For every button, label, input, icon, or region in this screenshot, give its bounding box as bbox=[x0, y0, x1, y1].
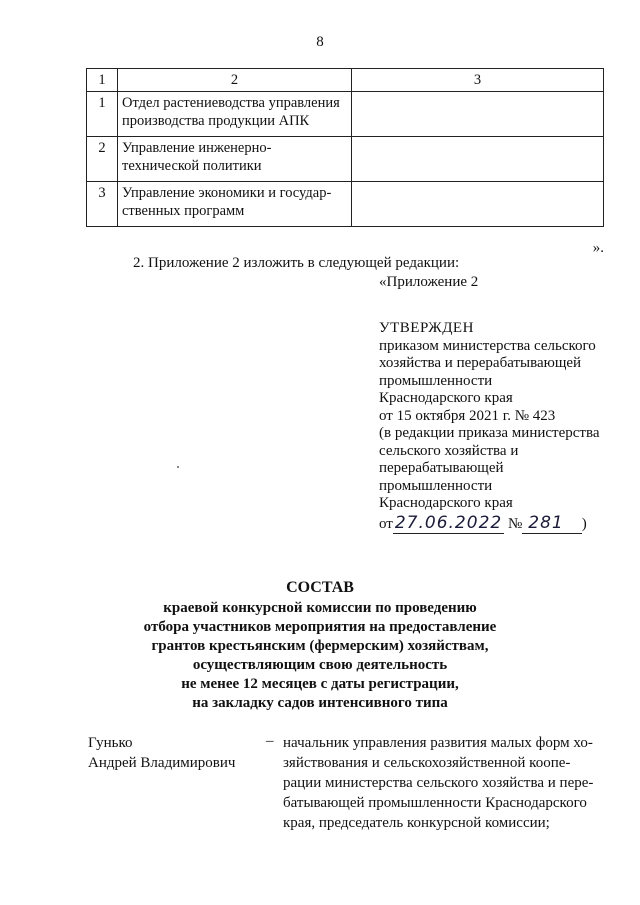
table-header-cell: 1 bbox=[87, 69, 118, 92]
table-cell-empty bbox=[352, 137, 604, 182]
number-field bbox=[522, 513, 581, 534]
row-number: 3 bbox=[87, 182, 118, 227]
member-dash: – bbox=[266, 733, 274, 749]
appendix-label: «Приложение 2 bbox=[379, 274, 479, 290]
title-heading: СОСТАВ bbox=[286, 579, 354, 596]
approval-block bbox=[379, 320, 629, 513]
page-number: 8 bbox=[316, 34, 324, 50]
title-line: краевой конкурсной комиссии по проведению bbox=[163, 600, 477, 616]
table-header-cell: 3 bbox=[352, 69, 604, 92]
departments-table bbox=[86, 68, 604, 227]
table-header-row bbox=[87, 69, 604, 92]
table-cell-empty bbox=[352, 182, 604, 227]
approval-line: сельского хозяйства и bbox=[379, 442, 519, 459]
table-row bbox=[87, 92, 604, 137]
department-name: Отдел растениеводства управления производства продукции АПК bbox=[118, 92, 352, 137]
title-line: не менее 12 месяцев с даты регистрации, bbox=[181, 676, 459, 692]
department-name: Управление инженерно- технической политики bbox=[118, 137, 352, 182]
table-cell-empty bbox=[352, 92, 604, 137]
table-row bbox=[87, 182, 604, 227]
approval-line: перерабатывающей bbox=[379, 460, 504, 476]
approval-line: промышленности bbox=[379, 477, 493, 494]
scan-speck bbox=[177, 466, 179, 468]
title-line: отбора участников мероприятия на предоставление bbox=[143, 619, 497, 635]
row-number: 2 bbox=[87, 137, 118, 182]
paragraph-2: 2. Приложение 2 изложить в следующей редакции: bbox=[133, 255, 460, 271]
approval-line: Краснодарского края bbox=[379, 390, 513, 406]
approval-line: Краснодарского края bbox=[379, 495, 513, 511]
table-header-cell: 2 bbox=[118, 69, 352, 92]
number-label: № bbox=[507, 516, 523, 532]
title-line: грантов крестьянским (фермерским) хозяйствам, bbox=[151, 638, 489, 654]
handwritten-date: 27.06.2022 bbox=[394, 513, 503, 533]
order-date-line bbox=[379, 513, 587, 534]
member-surname: Гунько bbox=[88, 735, 133, 751]
approved-heading: УТВЕРЖДЕН bbox=[379, 320, 474, 336]
approval-line: приказом министерства сельского bbox=[379, 337, 596, 354]
department-name: Управление экономики и государ- ственных программ bbox=[118, 182, 352, 227]
ot-label: от bbox=[379, 516, 393, 532]
member-given-name: Андрей Владимирович bbox=[88, 755, 236, 771]
handwritten-number: 281 bbox=[528, 513, 564, 533]
member-name bbox=[88, 733, 235, 773]
closing-quote: ». bbox=[592, 240, 604, 256]
document-title bbox=[0, 578, 640, 713]
member-position: начальник управления развития малых форм хо- зяйствования и сельскохозяйственной коопе- рации министерства сельского хозяйства и пере- батывающей промышленности Краснодарского края, председатель конкурсной комиссии; bbox=[283, 735, 594, 831]
row-number: 1 bbox=[87, 92, 118, 137]
approval-line: хозяйства и перерабатывающей bbox=[379, 355, 582, 371]
approval-line: (в редакции приказа министерства bbox=[379, 425, 600, 441]
title-line: осуществляющим свою деятельность bbox=[192, 657, 448, 673]
close-paren: ) bbox=[581, 516, 587, 532]
table-row bbox=[87, 137, 604, 182]
approval-line: от 15 октября 2021 г. № 423 bbox=[379, 407, 556, 424]
title-line: на закладку садов интенсивного типа bbox=[192, 695, 448, 711]
date-field bbox=[393, 513, 504, 534]
approval-line: промышленности bbox=[379, 372, 493, 389]
